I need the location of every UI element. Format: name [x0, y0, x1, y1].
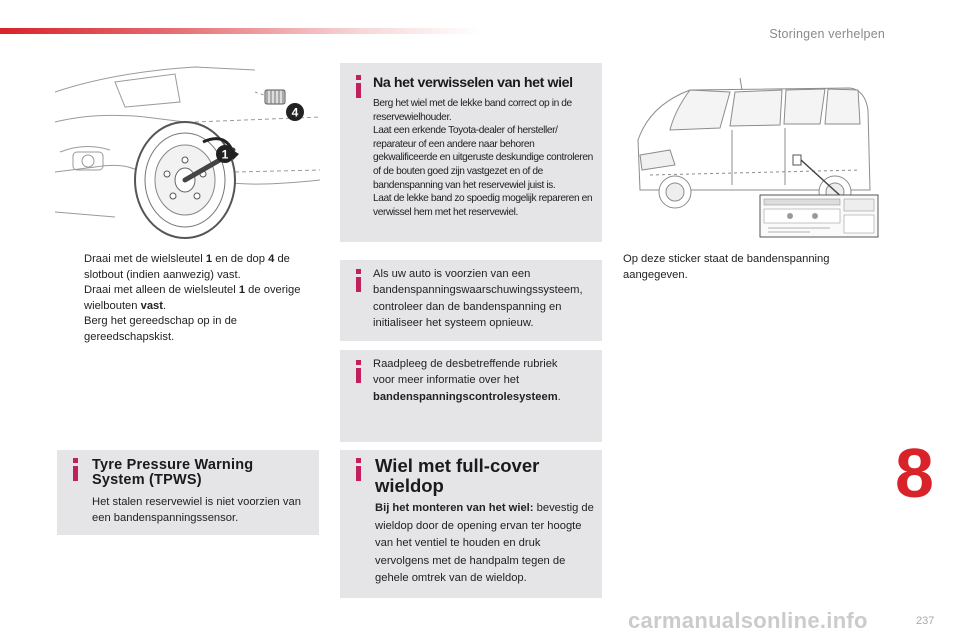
info-icon — [356, 458, 361, 463]
sticker-caption: Op deze sticker staat de bandenspanning aangegeven. — [623, 253, 830, 282]
chapter-number: 8 — [895, 434, 934, 512]
text: . — [557, 390, 561, 403]
info-icon-bar — [356, 277, 361, 292]
box-title: Tyre Pressure Warning System (TPWS) — [92, 457, 254, 488]
box-text: Als uw auto is voorzien van een bandenspanningswaarschuwingssysteem, controleer dan de bandenspanning en initialiseer het systeem opnieuw. — [373, 268, 583, 329]
info-icon — [356, 269, 361, 274]
watermark: carmanualsonline.info — [628, 608, 868, 633]
callout-1: 1 — [221, 147, 229, 162]
page-number: 237 — [916, 615, 935, 627]
box-text — [373, 97, 597, 219]
info-icon-bar — [356, 83, 361, 98]
info-box-tpws — [57, 450, 319, 535]
header-accent-bar — [0, 28, 480, 34]
info-icon — [356, 360, 361, 365]
step-text: en de dop — [212, 253, 269, 265]
step-item — [62, 252, 317, 283]
info-icon — [356, 75, 361, 80]
paragraph: Laat de lekke band zo spoedig mogelijk repareren en verwissel hem met het reservewiel. — [373, 193, 593, 218]
paragraph: Laat een erkende Toyota-dealer of hersteller/ reparateur of een andere naar behoren gekwalificeerde en uitgeruste deskundige controleren of de bouten goed zijn vastgezet en of de bandenspanning van het reservewiel juist is. — [373, 125, 593, 191]
info-box-after-change — [340, 63, 602, 242]
step-text: Berg het gereedschap op in de gereedschapskist. — [84, 315, 238, 343]
emphasis: bandenspanningscontrolesysteem — [373, 390, 558, 403]
emphasis: vast — [140, 299, 164, 312]
paragraph: Berg het wiel met de lekke band correct op in de reservewielhouder. — [373, 98, 572, 123]
ref-number: 4 — [268, 253, 275, 265]
section-title: Storingen verhelpen — [769, 27, 885, 41]
box-text — [375, 500, 597, 588]
box-text — [373, 356, 573, 405]
step-text: de overige wielbouten — [84, 284, 301, 312]
ref-number: 1 — [238, 284, 246, 296]
info-icon — [73, 458, 78, 463]
step-text: de slotbout (indien aanwezig) vast. — [84, 253, 290, 281]
box-title: Wiel met full-cover wieldop — [375, 455, 540, 496]
step-text: Draai met de wielsleutel — [84, 253, 206, 265]
text: bevestig de wieldop door de opening ervan ter hoogte van het ventiel te houden en druk vervolgens met de handpalm tegen de gehele omtrek van de wieldop. — [375, 502, 594, 584]
ref-number: 1 — [205, 253, 213, 265]
info-icon-bar — [356, 368, 361, 383]
box-title: Na het verwisselen van het wiel — [373, 75, 573, 91]
emphasis: Bij het monteren van het wiel: — [375, 502, 534, 514]
step-text: . — [163, 299, 167, 312]
wheel-illustration — [55, 62, 320, 240]
step-text: Draai met alleen de wielsleutel — [84, 284, 239, 296]
box-text: Het stalen reservewiel is niet voorzien van een bandenspanningssensor. — [92, 496, 301, 525]
info-box-fullcover — [340, 450, 602, 598]
info-box-consult — [340, 350, 602, 442]
step-item — [62, 283, 317, 314]
info-icon-bar — [356, 466, 361, 481]
info-icon-bar — [73, 466, 78, 481]
steps-list — [62, 252, 317, 345]
text: Raadpleeg de desbetreffende rubriek voor meer informatie over het — [373, 358, 558, 387]
callout-4: 4 — [291, 105, 299, 120]
info-box-warning-system — [340, 260, 602, 341]
van-sticker-illustration — [620, 70, 885, 240]
step-item — [62, 314, 317, 345]
